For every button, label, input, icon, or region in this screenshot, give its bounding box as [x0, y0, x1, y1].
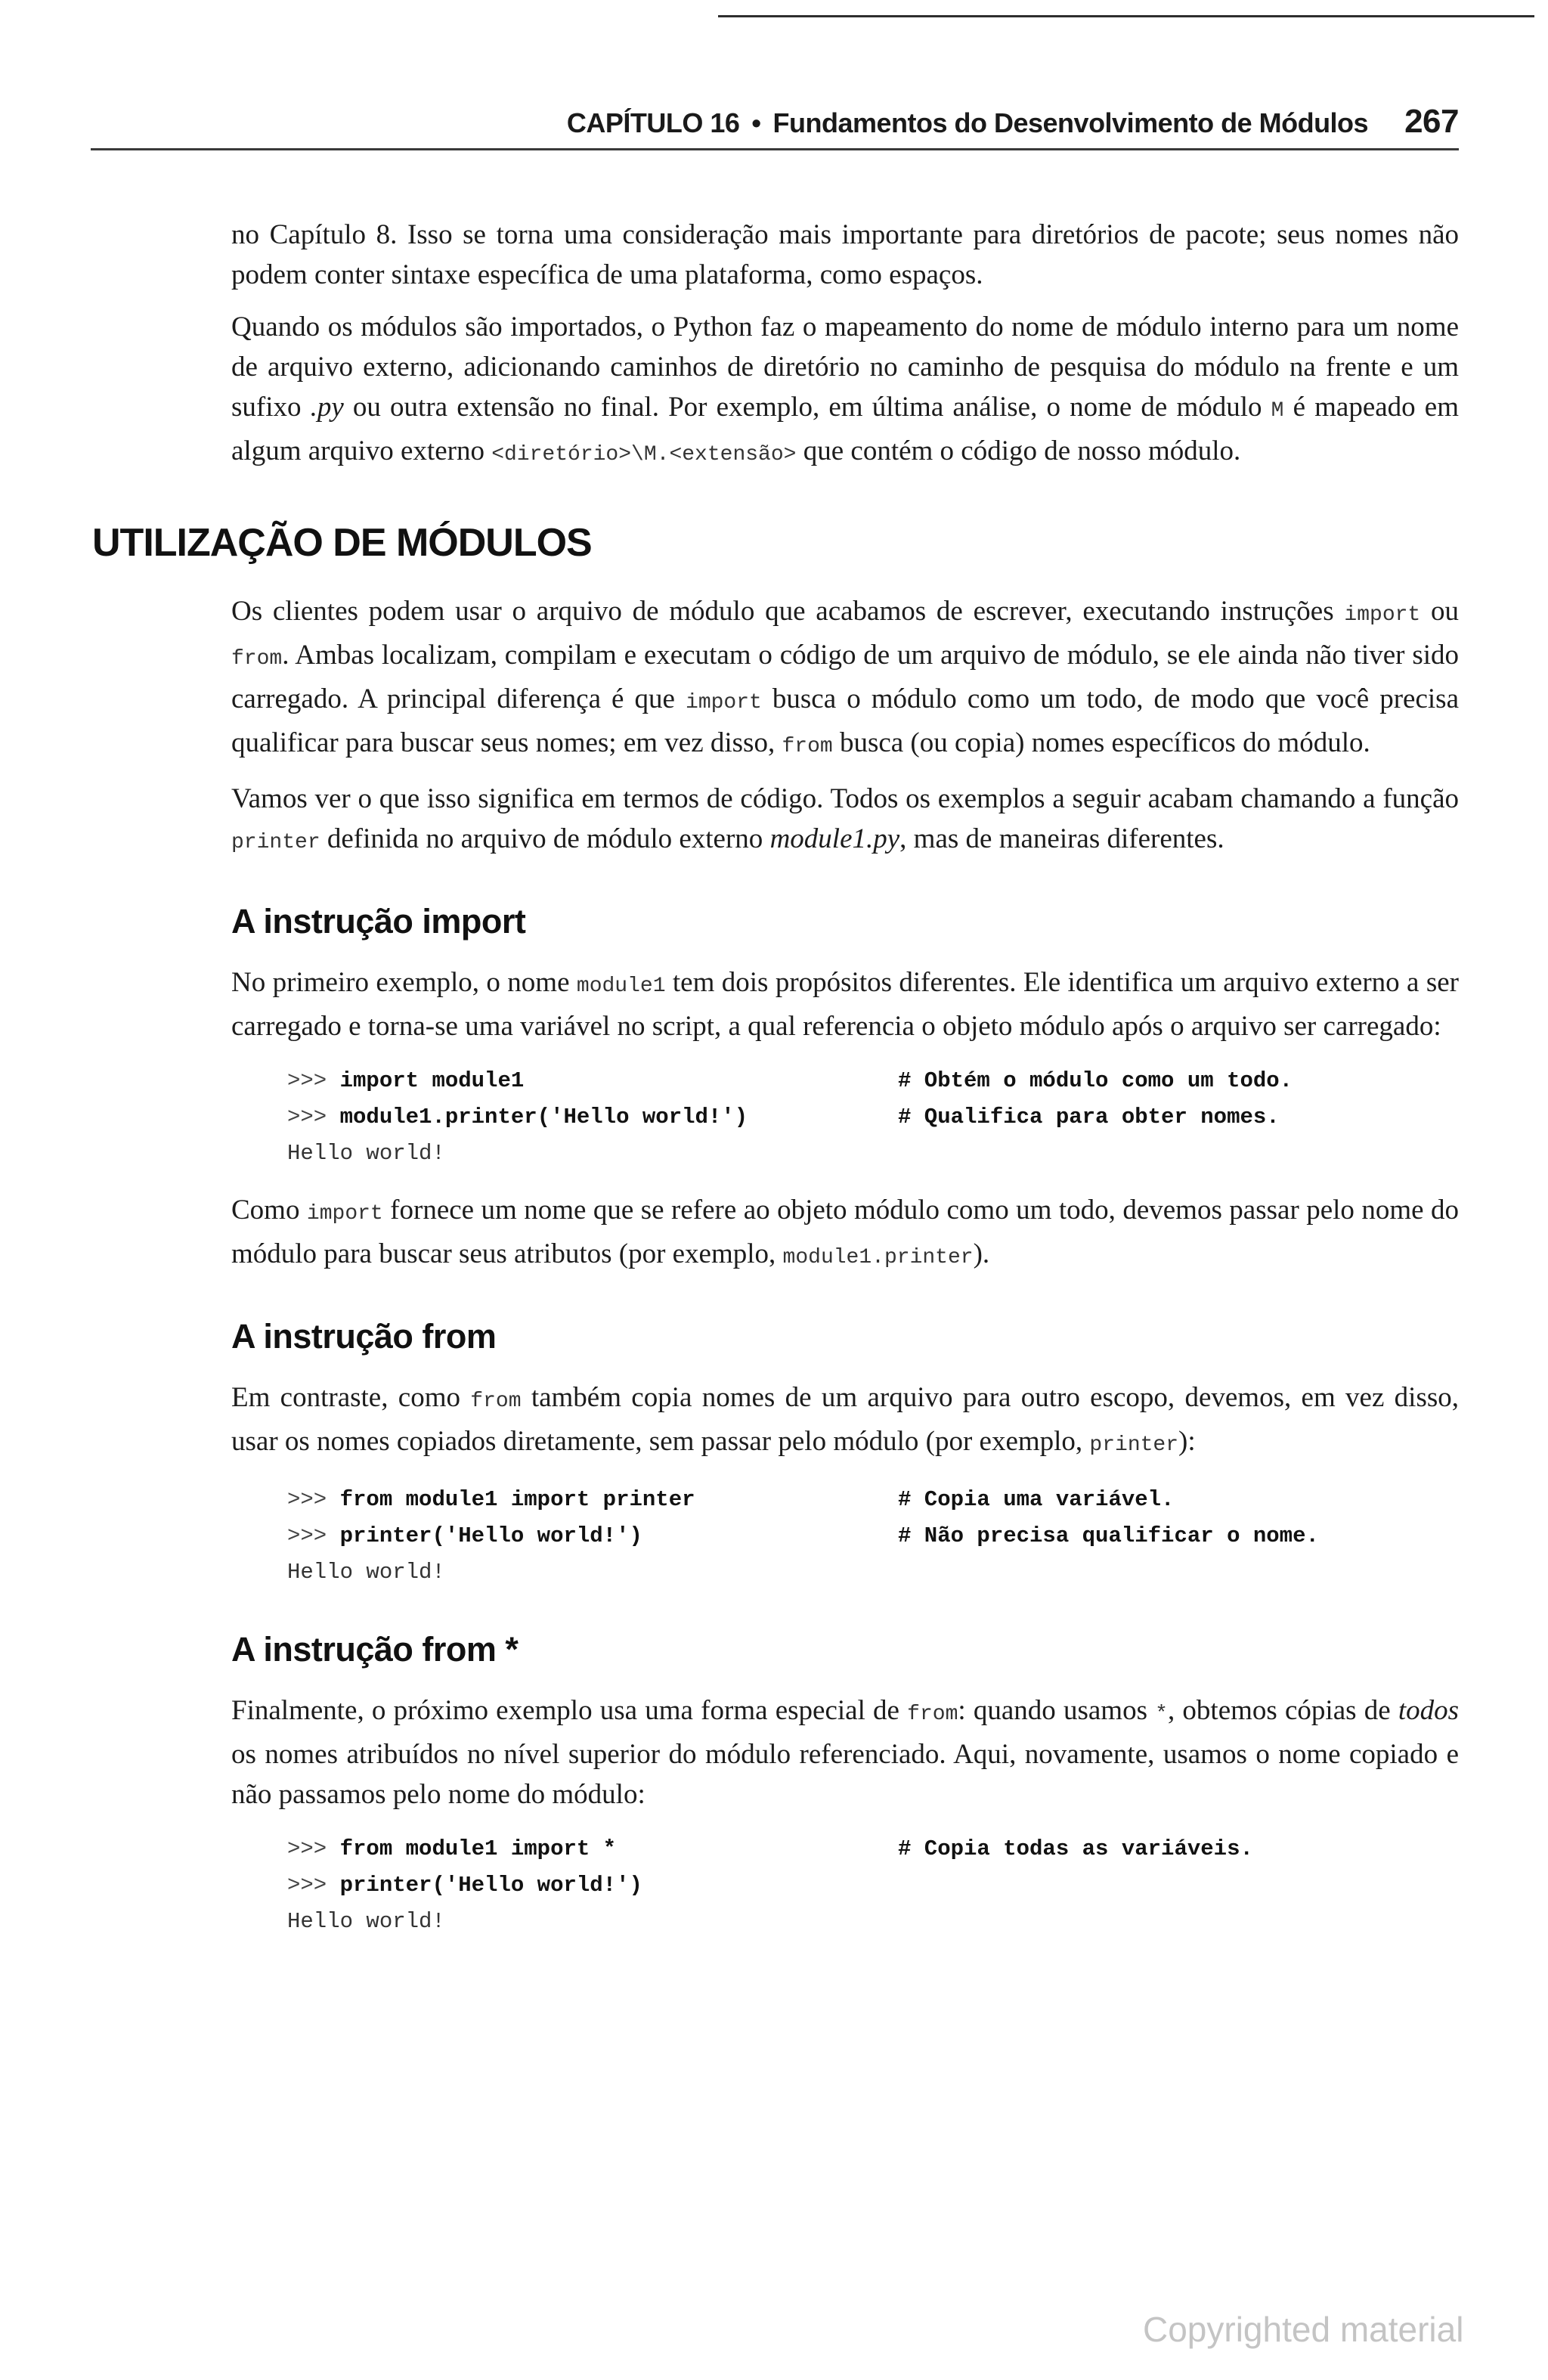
code-prompt: >>>: [287, 1873, 340, 1898]
emphasis-todos: todos: [1398, 1695, 1460, 1726]
code-prompt: >>>: [287, 1523, 340, 1548]
inline-code-module1: module1: [576, 975, 666, 998]
code-comment: # Copia todas as variáveis.: [898, 1836, 1253, 1861]
code-example-from: [287, 1482, 1459, 1591]
top-edge-rule: [718, 15, 1534, 17]
code-prompt: >>>: [287, 1836, 340, 1861]
subheading-import: A instrução import: [231, 902, 526, 941]
inline-code-star: *: [1155, 1703, 1168, 1726]
code-example-import: [287, 1063, 1459, 1172]
inline-code-from: from: [231, 647, 283, 671]
code-prompt: >>>: [287, 1487, 340, 1512]
code-output: Hello world!: [287, 1560, 445, 1585]
inline-code-import: import: [306, 1202, 383, 1226]
code-output: Hello world!: [287, 1909, 445, 1934]
chapter-label: CAPÍTULO 16: [566, 107, 740, 138]
code-statement: from module1 import printer: [339, 1487, 695, 1512]
import-paragraph-1: No primeiro exemplo, o nome module1 tem dois propósitos diferentes. Ele identifica um arquivo externo a ser carregado e torna-se uma variável no script, a qual referencia o objeto módulo após o arquivo ser carregado:: [231, 967, 1459, 1042]
code-line: [287, 1831, 1459, 1867]
inline-code-from: from: [782, 735, 833, 758]
code-line: [287, 1867, 1459, 1904]
header-rule: [91, 148, 1459, 150]
inline-code-from: from: [907, 1703, 958, 1726]
chapter-title: Fundamentos do Desenvolvimento de Módulos: [772, 107, 1369, 138]
code-prompt: >>>: [287, 1068, 340, 1093]
code-statement: from module1 import *: [339, 1836, 617, 1861]
import-paragraph-2: Como import fornece um nome que se refere ao objeto módulo como um todo, devemos passar pelo nome do módulo para buscar seus atributos (por exemplo, module1.printer).: [231, 1195, 1459, 1269]
from-paragraph-1: Em contraste, como from também copia nomes de um arquivo para outro escopo, devemos, em vez disso, usar os nomes copiados diretamente, sem passar pelo módulo (por exemplo, printer):: [231, 1382, 1459, 1457]
copyright-watermark: Copyrighted material: [1143, 2310, 1464, 2349]
code-comment: # Não precisa qualificar o nome.: [898, 1523, 1319, 1548]
code-output: Hello world!: [287, 1141, 445, 1166]
inline-code-m: M: [1271, 399, 1284, 423]
code-line: [287, 1099, 1459, 1136]
subheading-from: A instrução from: [231, 1317, 497, 1356]
code-statement: import module1: [339, 1068, 525, 1093]
code-line: [287, 1518, 1459, 1554]
inline-code-attribute: module1.printer: [782, 1246, 974, 1269]
page-number: 267: [1404, 103, 1459, 140]
code-prompt: >>>: [287, 1105, 340, 1130]
file-name: module1.py: [769, 823, 900, 854]
py-extension: .py: [310, 392, 344, 423]
section-heading: UTILIZAÇÃO DE MÓDULOS: [92, 521, 592, 565]
inline-code-import: import: [1344, 603, 1421, 627]
section-paragraph-1: Os clientes podem usar o arquivo de módulo que acabamos de escrever, executando instruções import ou from. Ambas localizam, compilam e executam o código de um arquivo de módulo, se ele ainda não tiver sido carregado. A principal diferença é que import busca o módulo como um todo, de modo que você precisa qualificar para buscar seus nomes; em vez disso, from busca (ou copia) nomes específicos do módulo.: [231, 596, 1459, 758]
running-header: [91, 103, 1459, 141]
code-comment: # Copia uma variável.: [898, 1487, 1175, 1512]
inline-code-import: import: [686, 691, 762, 714]
subheading-from-star: A instrução from *: [231, 1630, 519, 1669]
code-line: [287, 1482, 1459, 1518]
section-paragraph-2: Vamos ver o que isso significa em termos de código. Todos os exemplos a seguir acabam chamando a função printer definida no arquivo de módulo externo module1.py, mas de maneiras diferentes.: [231, 783, 1459, 854]
inline-code-from: from: [470, 1390, 522, 1413]
intro-paragraph-1: no Capítulo 8. Isso se torna uma consideração mais importante para diretórios de pacote; seus nomes não podem conter sintaxe específica de uma plataforma, como espaços.: [231, 219, 1459, 290]
code-statement: module1.printer('Hello world!'): [339, 1105, 748, 1130]
intro-paragraph-2: Quando os módulos são importados, o Python faz o mapeamento do nome de módulo interno para um nome de arquivo externo, adicionando caminhos de diretório no caminho de pesquisa do módulo na frente e um sufixo .py ou outra extensão no final. Por exemplo, em última análise, o nome de módulo M é mapeado em algum arquivo externo <diretório>\M.<extensão> que contém o código de nosso módulo.: [231, 311, 1460, 466]
inline-code-path: <diretório>\M.<extensão>: [491, 443, 797, 466]
header-bullet: •: [751, 107, 761, 138]
code-line: [287, 1063, 1459, 1099]
code-comment: # Qualifica para obter nomes.: [898, 1105, 1280, 1130]
code-statement: printer('Hello world!'): [339, 1873, 642, 1898]
inline-code-printer: printer: [1089, 1433, 1179, 1457]
from-star-paragraph-1: Finalmente, o próximo exemplo usa uma forma especial de from: quando usamos *, obtemos cópias de todos os nomes atribuídos no nível superior do módulo referenciado. Aqui, novamente, usamos o nome copiado e não passamos pelo nome do módulo:: [231, 1695, 1460, 1810]
code-statement: printer('Hello world!'): [339, 1523, 642, 1548]
inline-code-printer: printer: [231, 831, 320, 854]
code-example-from-star: [287, 1831, 1459, 1940]
code-comment: # Obtém o módulo como um todo.: [898, 1068, 1293, 1093]
page-body: [92, 215, 1460, 1958]
